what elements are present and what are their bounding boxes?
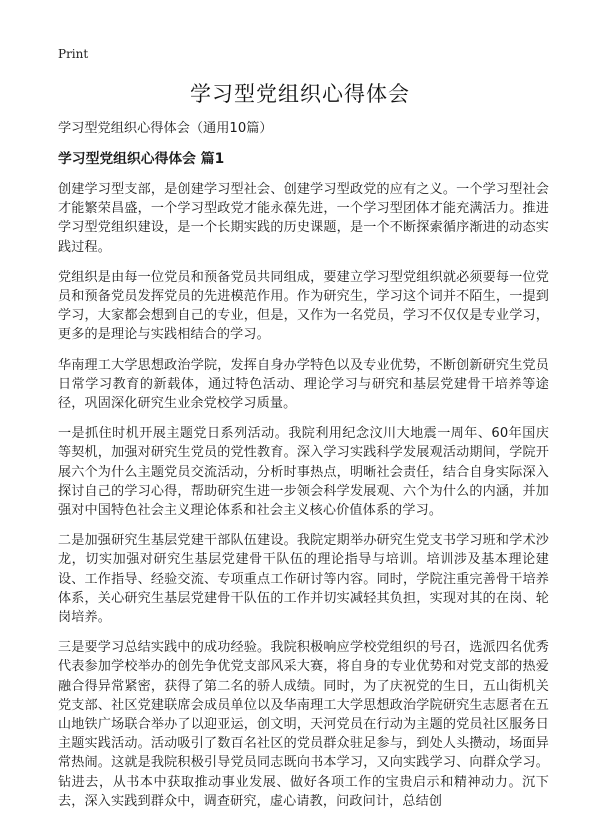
page-title: 学习型党组织心得体会 bbox=[190, 82, 410, 106]
section-heading: 学习型党组织心得体会 篇1 bbox=[58, 151, 225, 167]
paragraph-1: 创建学习型支部，是创建学习型社会、创建学习型政党的应有之义。一个学习型社会才能繁荣昌盛，一个学习型政党才能永葆先进，一个学习型团体才能充满活力。推进学习型党组织建设，是一个长期实践的历史课题，是一个不断探索循序渐进的动态实践过程。 bbox=[58, 182, 549, 255]
paragraph-6: 三是要学习总结实践中的成功经验。我院积极响应学校党组织的号召，选派四名优秀代表参加学校举办的创先争优党支部风采大赛，将自身的专业优势和对党支部的热爱融合得异常紧密，获得了第二名的骄人成绩。同时，为了庆祝党的生日，五山街机关党支部、社区党建联席会成员单位以及华南理工大学思想政治学院研究生志愿者在五山地铁广场联合举办了以迎亚运，创文明，天河党员在行动为主题的党员社区服务日主题实践活动。活动吸引了数百名社区的党员群众驻足参与，到处人头攒动，场面异常热闹。这就是我院积极引导党员同志既向书本学习，又向实践学习、向群众学习。钻进去，从书本中获取推动事业发展、做好各项工作的宝贵启示和精神动力。沉下去，深入实践到群众中，调查研究，虚心请教，问政问计，总结创 bbox=[58, 640, 549, 809]
paragraph-2: 党组织是由每一位党员和预备党员共同组成，要建立学习型党组织就必须要每一位党员和预备党员发挥党员的先进模范作用。作为研究生，学习这个词并不陌生，一提到学习，大家都会想到自己的专业，但是，又作为一名党员，学习不仅仅是专业学习，更多的是理论与实践相结合的学习。 bbox=[58, 269, 549, 343]
paragraph-4: 一是抓住时机开展主题党日系列活动。我院利用纪念汶川大地震一周年、60年国庆等契机，加强对研究生党员的党性教育。深入学习实践科学发展观活动期间，学院开展六个为什么主题党员交流活动，分析时事热点，明晰社会责任，结合自身实际深入探讨自己的学习心得，帮助研究生进一步领会科学发展观、六个为什么的内涵，并加强对中国特色社会主义理论体系和社会主义核心价值体系的学习。 bbox=[58, 426, 549, 519]
print-link[interactable]: Print bbox=[58, 47, 89, 61]
paragraph-5: 二是加强研究生基层党建干部队伍建设。我院定期举办研究生党支书学习班和学术沙龙，切实加强对研究生基层党建骨干队伍的理论指导与培训。培训涉及基本理论建设、工作指导、经验交流、专项重点工作研讨等内容。同时，学院注重完善骨干培养体系，关心研究生基层党建骨干队伍的工作并切实减轻其负担，实现对其的在岗、轮岗培养。 bbox=[58, 533, 549, 626]
document-subtitle: 学习型党组织心得体会（通用10篇） bbox=[58, 121, 273, 136]
article-body bbox=[58, 180, 549, 822]
paragraph-3: 华南理工大学思想政治学院，发挥自身办学特色以及专业优势，不断创新研究生党员日常学习教育的新载体，通过特色活动、理论学习与研究和基层党建骨干培养等途径，巩固深化研究生业余党校学习质量。 bbox=[58, 357, 549, 412]
